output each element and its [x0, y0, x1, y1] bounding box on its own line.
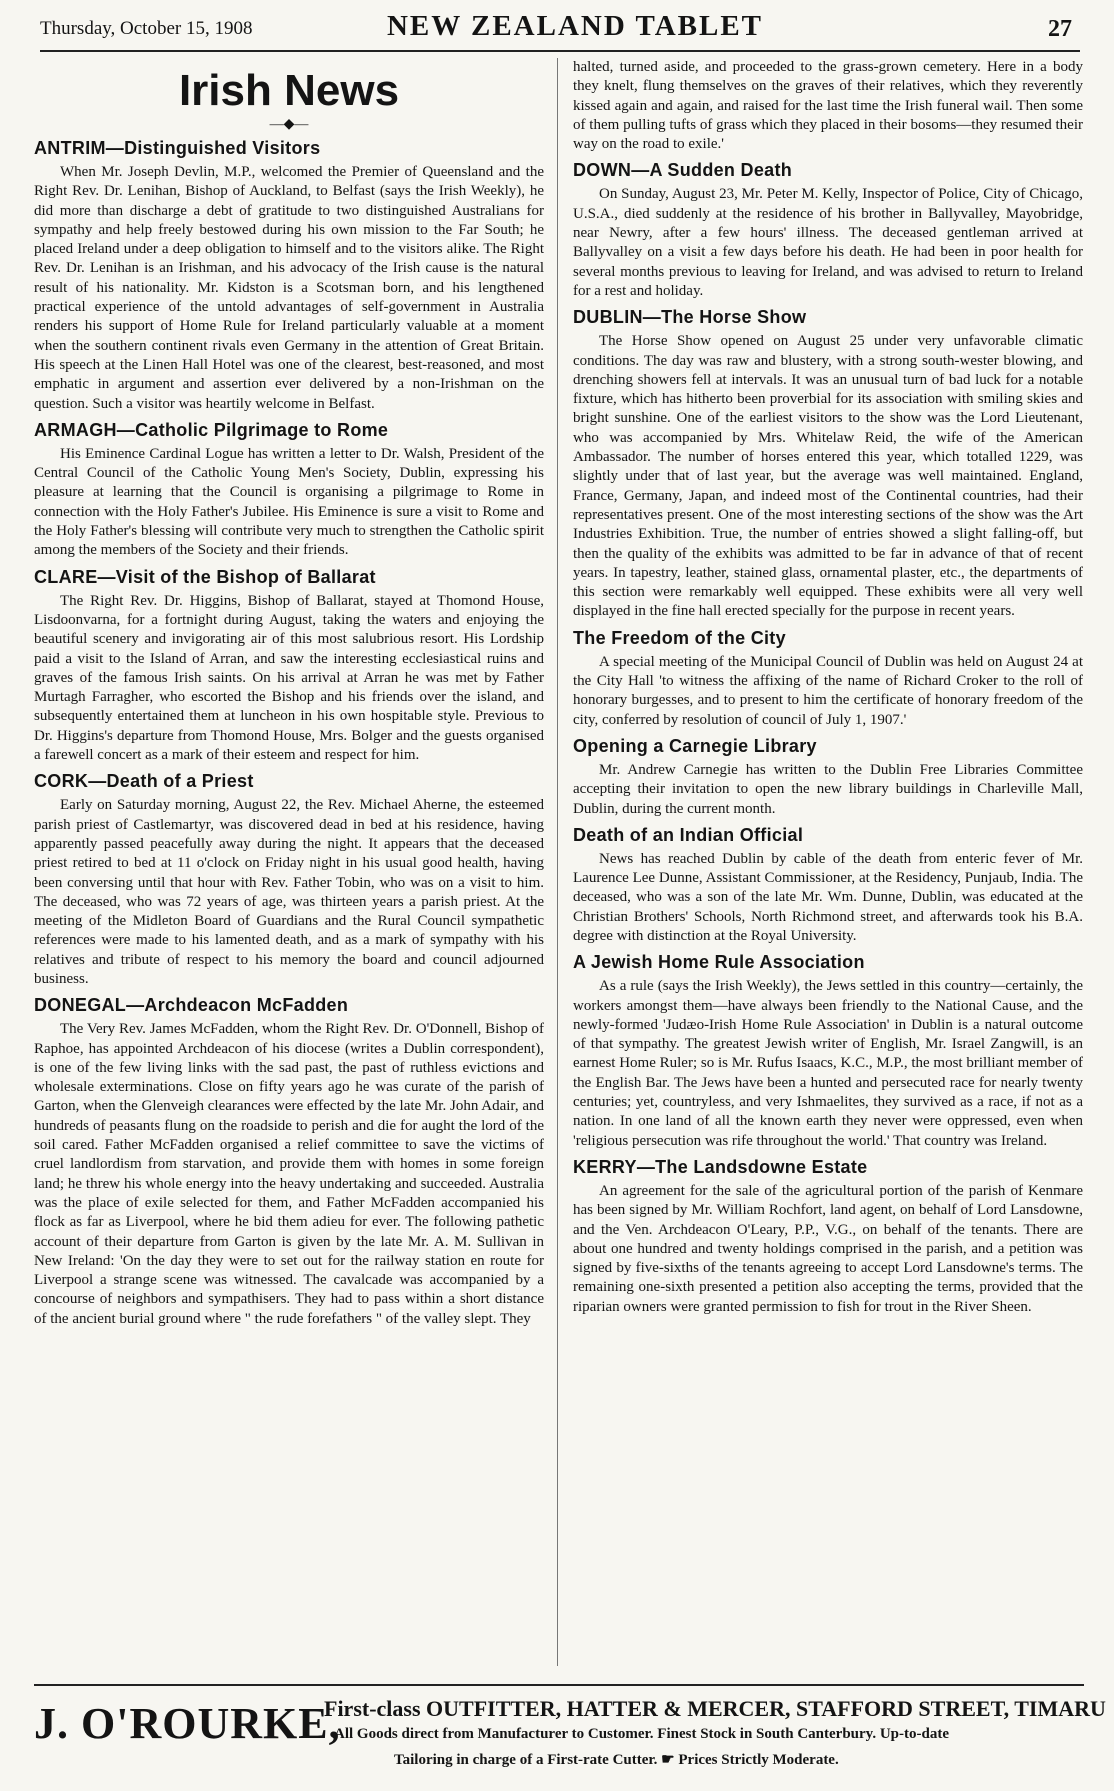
article-paragraph: A special meeting of the Municipal Council of Dublin was held on August 24 at the City Hall 'to witness the affixing of the name of Richard Croker to the roll of honorary burgesses, and to present to him the certificate of honorary freedom of the city, conferred by resolution of council of July 1, 1907.'	[573, 653, 1083, 728]
article	[573, 307, 1083, 621]
article-paragraph: As a rule (says the Irish Weekly), the Jews settled in this country—certainly, the workers amongst them—have always been friendly to the National Cause, and the newly-formed 'Judæo-Irish Home Rule Association' in Dublin is a natural outcome of that sympathy. The greatest Jewish writer of English, Mr. Israel Zangwill, is an earnest Home Ruler; so is Mr. Rufus Isaacs, K.C., M.P., the most brilliant member of the English Bar. The Jews have been a hunted and persecuted race for nearly twenty centuries; yet, countryless, and very Ishmaelites, they survived as a race, if not as a nation. In one land of all the known earth they never were oppressed, even when 'religious persecution was rife throughout the world.' That country was Ireland.	[573, 978, 1083, 1149]
article-heading: DONEGAL—Archdeacon McFadden	[34, 995, 349, 1016]
article-heading: ANTRIM—Distinguished Visitors	[34, 138, 321, 158]
article-heading: A Jewish Home Rule Association	[573, 952, 865, 973]
article	[34, 995, 544, 1329]
article-paragraph: The Horse Show opened on August 25 under very unfavorable climatic conditions. The day was raw and blustery, with a strong south-wester blowing, and drenching showers fell at intervals. It was an unusual turn of bad luck for a notable fixture, which has hitherto been proverbial for its association with smiling skies and bright sunshine. One of the earliest visitors to the show was the Lord Lieutenant, who was accompanied by Mrs. Whitelaw Reid, the wife of the American Ambassador. The number of horses entered this year, which totalled 1229, was slightly under that of last year, but the average was well maintained. England, France, Germany, Japan, and indeed most of the Continental countries, had their representatives present. One of the most interesting sections of the show was the Art Industries Exhibition. True, the number of entries showed a slight falling-off, but then the quality of the exhibits was admitted to be far in advance of that of recent years. In tapestry, leather, stained glass, ornamental plaster, etc., the departments of this section were remarkably well equipped. These exhibits were all very well displayed in the fine hall erected specially for the purpose in recent years.	[573, 333, 1083, 620]
article	[34, 567, 544, 766]
article-paragraph: The Very Rev. James McFadden, whom the Right Rev. Dr. O'Donnell, Bishop of Raphoe, has appointed Archdeacon of his diocese (writes a Dublin correspondent), is one of the few living links with the sad past, the past of ruthless evictions and wholesale exterminations. Close on fifty years ago he was curate of the parish of Garton, when the Glenveigh clearances were effected by the late Mr. John Adair, and hundreds of peasants flung on the roadside to perish and die for aught the lord of the soil cared. Father McFadden organised a relief committee to save the victims of cruel landlordism from starvation, and provide them with homes in some foreign land; he threw his whole energy into the heavy undertaking and succeeded. Australia was the place of exile selected for them, and Father McFadden accompanied his flock as far as Liverpool, where he bid them adieu for ever. The following pathetic account of their departure from Garton is given by the late Mr. A. M. Sullivan in New Ireland: 'On the day they were to set out for the railway station en route for Liverpool a strange scene was witnessed. The cavalcade was accompanied by a concourse of neighbors and sympathisers. They had to pass within a short distance of the ancient burial ground where " the rude forefathers " of the valley slept. They	[34, 1021, 544, 1327]
article	[573, 628, 1083, 730]
newspaper-title: NEW ZEALAND TABLET	[386, 10, 764, 42]
ad-line-3: Tailoring in charge of a First-rate Cutter. ☛ Prices Strictly Moderate.	[394, 1752, 839, 1768]
column-rule	[557, 58, 558, 1666]
title-ornament: —◆—	[269, 117, 309, 132]
article-paragraph: halted, turned aside, and proceeded to the grass-grown cemetery. Here in a body they knelt, flung themselves on the graves of their relatives, which they reverently kissed again and again, and raised for the last time the Irish funeral wail. Then some of them pulling tufts of grass which they placed in their bosoms—they resumed their way on the road to exile.'	[573, 59, 1083, 153]
article-heading: DUBLIN—The Horse Show	[573, 307, 807, 328]
right-articles	[573, 58, 1083, 1317]
left-column	[34, 58, 544, 1666]
article-paragraph: Early on Saturday morning, August 22, the Rev. Michael Aherne, the esteemed parish priest of Castlemartyr, was discovered dead in bed at his residence, having apparently passed peacefully away during the night. It appears that the deceased priest retired to bed at 11 o'clock on Friday night in his usual good health, having been conversing until that hour with Rev. Father Tobin, who was on a visit to him. The deceased, who was 72 years of age, was thirteen years a parish priest. At the meeting of the Midleton Board of Guardians and the Rural Council sympathetic references were made to his lamented death, and as a mark of sympathy with his relatives and tribute of respect to his memory the board and council adjourned business.	[34, 797, 544, 987]
left-articles	[34, 138, 544, 1329]
right-column	[573, 58, 1083, 1666]
article	[573, 1157, 1083, 1317]
article-heading: DOWN—A Sudden Death	[573, 160, 793, 181]
article	[34, 771, 544, 989]
article	[573, 58, 1083, 154]
masthead	[40, 10, 1080, 54]
article-heading: CORK—Death of a Priest	[34, 771, 254, 792]
article-paragraph: The Right Rev. Dr. Higgins, Bishop of Ballarat, stayed at Thomond House, Lisdoonvarna, for a fortnight during August, taking the waters and enjoying the beautiful scenery and invigorating air of this most salubrious resort. His Lordship paid a visit to the Island of Arran, and saw the interesting ecclesiastical ruins and graves of the famous Irish saints. On his arrival at Arran he was met by Father Murtagh Farragher, who escorted the Bishop and his friends over the island, and subsequently entertained them at luncheon in his own hospitable style. Previous to Dr. Higgins's departure from Thomond House, Mrs. Bolger and the guests organised a farewell concert as a mark of their esteem and respect for him.	[34, 592, 544, 764]
page-number: 27	[1048, 16, 1072, 42]
article-paragraph: An agreement for the sale of the agricultural portion of the parish of Kenmare has been signed by Mr. William Rochfort, land agent, on behalf of Lord Lansdowne, and the Ven. Archdeacon O'Leary, P.P., V.G., on behalf of the tenants. There are about one hundred and twenty holdings comprised in the parish, and a petition was signed by five-sixths of the tenants agreeing to accept Lord Lansdowne's terms. The remaining one-sixth presented a petition also accepting the terms, provided that the riparian owners were granted permission to fish for trout in the River Sheen.	[573, 1182, 1083, 1315]
article-paragraph: News has reached Dublin by cable of the death from enteric fever of Mr. Laurence Lee Dunne, Assistant Commissioner, at the Residency, Punjaub, India. The deceased, who was a son of the late Mr. Wm. Dunne, Dublin, was educated at the Christian Brothers' Schools, North Richmond street, and afterwards took his B.A. degree with distinction at the Royal University.	[573, 850, 1083, 944]
masthead-rule	[40, 50, 1080, 52]
section-title: Irish News	[178, 66, 400, 115]
article-heading: Death of an Indian Official	[573, 824, 804, 845]
article-paragraph: Mr. Andrew Carnegie has written to the Dublin Free Libraries Committee accepting their invitation to open the new library buildings in Charleville Mall, Dublin, during the current month.	[573, 761, 1083, 817]
article-heading: ARMAGH—Catholic Pilgrimage to Rome	[34, 419, 389, 440]
article-heading: The Freedom of the City	[573, 627, 786, 648]
issue-date: Thursday, October 15, 1908	[40, 18, 253, 39]
advertisement	[34, 1684, 1106, 1786]
article	[573, 952, 1083, 1151]
ad-business-name: J. O'ROURKE,	[34, 1699, 341, 1748]
article	[34, 420, 544, 561]
article-heading: CLARE—Visit of the Bishop of Ballarat	[34, 566, 376, 587]
article-heading: Opening a Carnegie Library	[573, 735, 817, 756]
article-paragraph: His Eminence Cardinal Logue has written a letter to Dr. Walsh, President of the Central Council of the Catholic Young Men's Society, Dublin, expressing his pleasure at learning that the Council is organising a pilgrimage to Rome in connection with the Holy Father's Jubilee. His Eminence is sure a visit to Rome and the Holy Father's blessing will contribute very much to strengthen the Catholic spirit among the members of the Society and their friends.	[34, 445, 544, 559]
article	[573, 160, 1083, 301]
article-paragraph: On Sunday, August 23, Mr. Peter M. Kelly, Inspector of Police, City of Chicago, U.S.A., died suddenly at the residence of his brother in Ballyvalley, Mayobridge, near Newry, after a few hours' illness. The deceased gentleman arrived at Ballyvalley on a visit a few days before his death. He had been in poor health for several months previous to leaving for Ireland, and was advised to return to Ireland for a rest and holiday.	[573, 186, 1083, 299]
article	[34, 138, 544, 414]
ad-line-1: First-class OUTFITTER, HATTER & MERCER, STAFFORD STREET, TIMARU	[324, 1696, 1106, 1721]
article-paragraph: When Mr. Joseph Devlin, M.P., welcomed the Premier of Queensland and the Right Rev. Dr. Lenihan, Bishop of Auckland, to Belfast (says the Irish Weekly), he did more than discharge a debt of gratitude to two distinguished Australians for sympathy and help freely bestowed during his own mission to the Far South; he placed Ireland under a deep obligation to himself and to the visitors alike. The Right Rev. Dr. Lenihan is an Irishman, and his advocacy of the Irish cause is the natural result of his nationality. Mr. Kidston is a Scotsman born, and his lengthened practical experience of the untold advantages of self-government in Australia renders his support of Home Rule for Ireland particularly valuable at a moment when the southern continent rivals even Germany in the attention of Great Britain. His speech at the Linen Hall Hotel was one of the clearest, best-reasoned, and most emphatic in argument and assertion ever delivered by a non-Irishman on the question. Such a visitor was heartily welcome in Belfast.	[34, 164, 544, 412]
ad-line-2: All Goods direct from Manufacturer to Customer. Finest Stock in South Canterbury. Up-to-date	[334, 1726, 949, 1742]
article	[573, 736, 1083, 819]
article-heading: KERRY—The Landsdowne Estate	[573, 1156, 868, 1177]
article	[573, 825, 1083, 946]
